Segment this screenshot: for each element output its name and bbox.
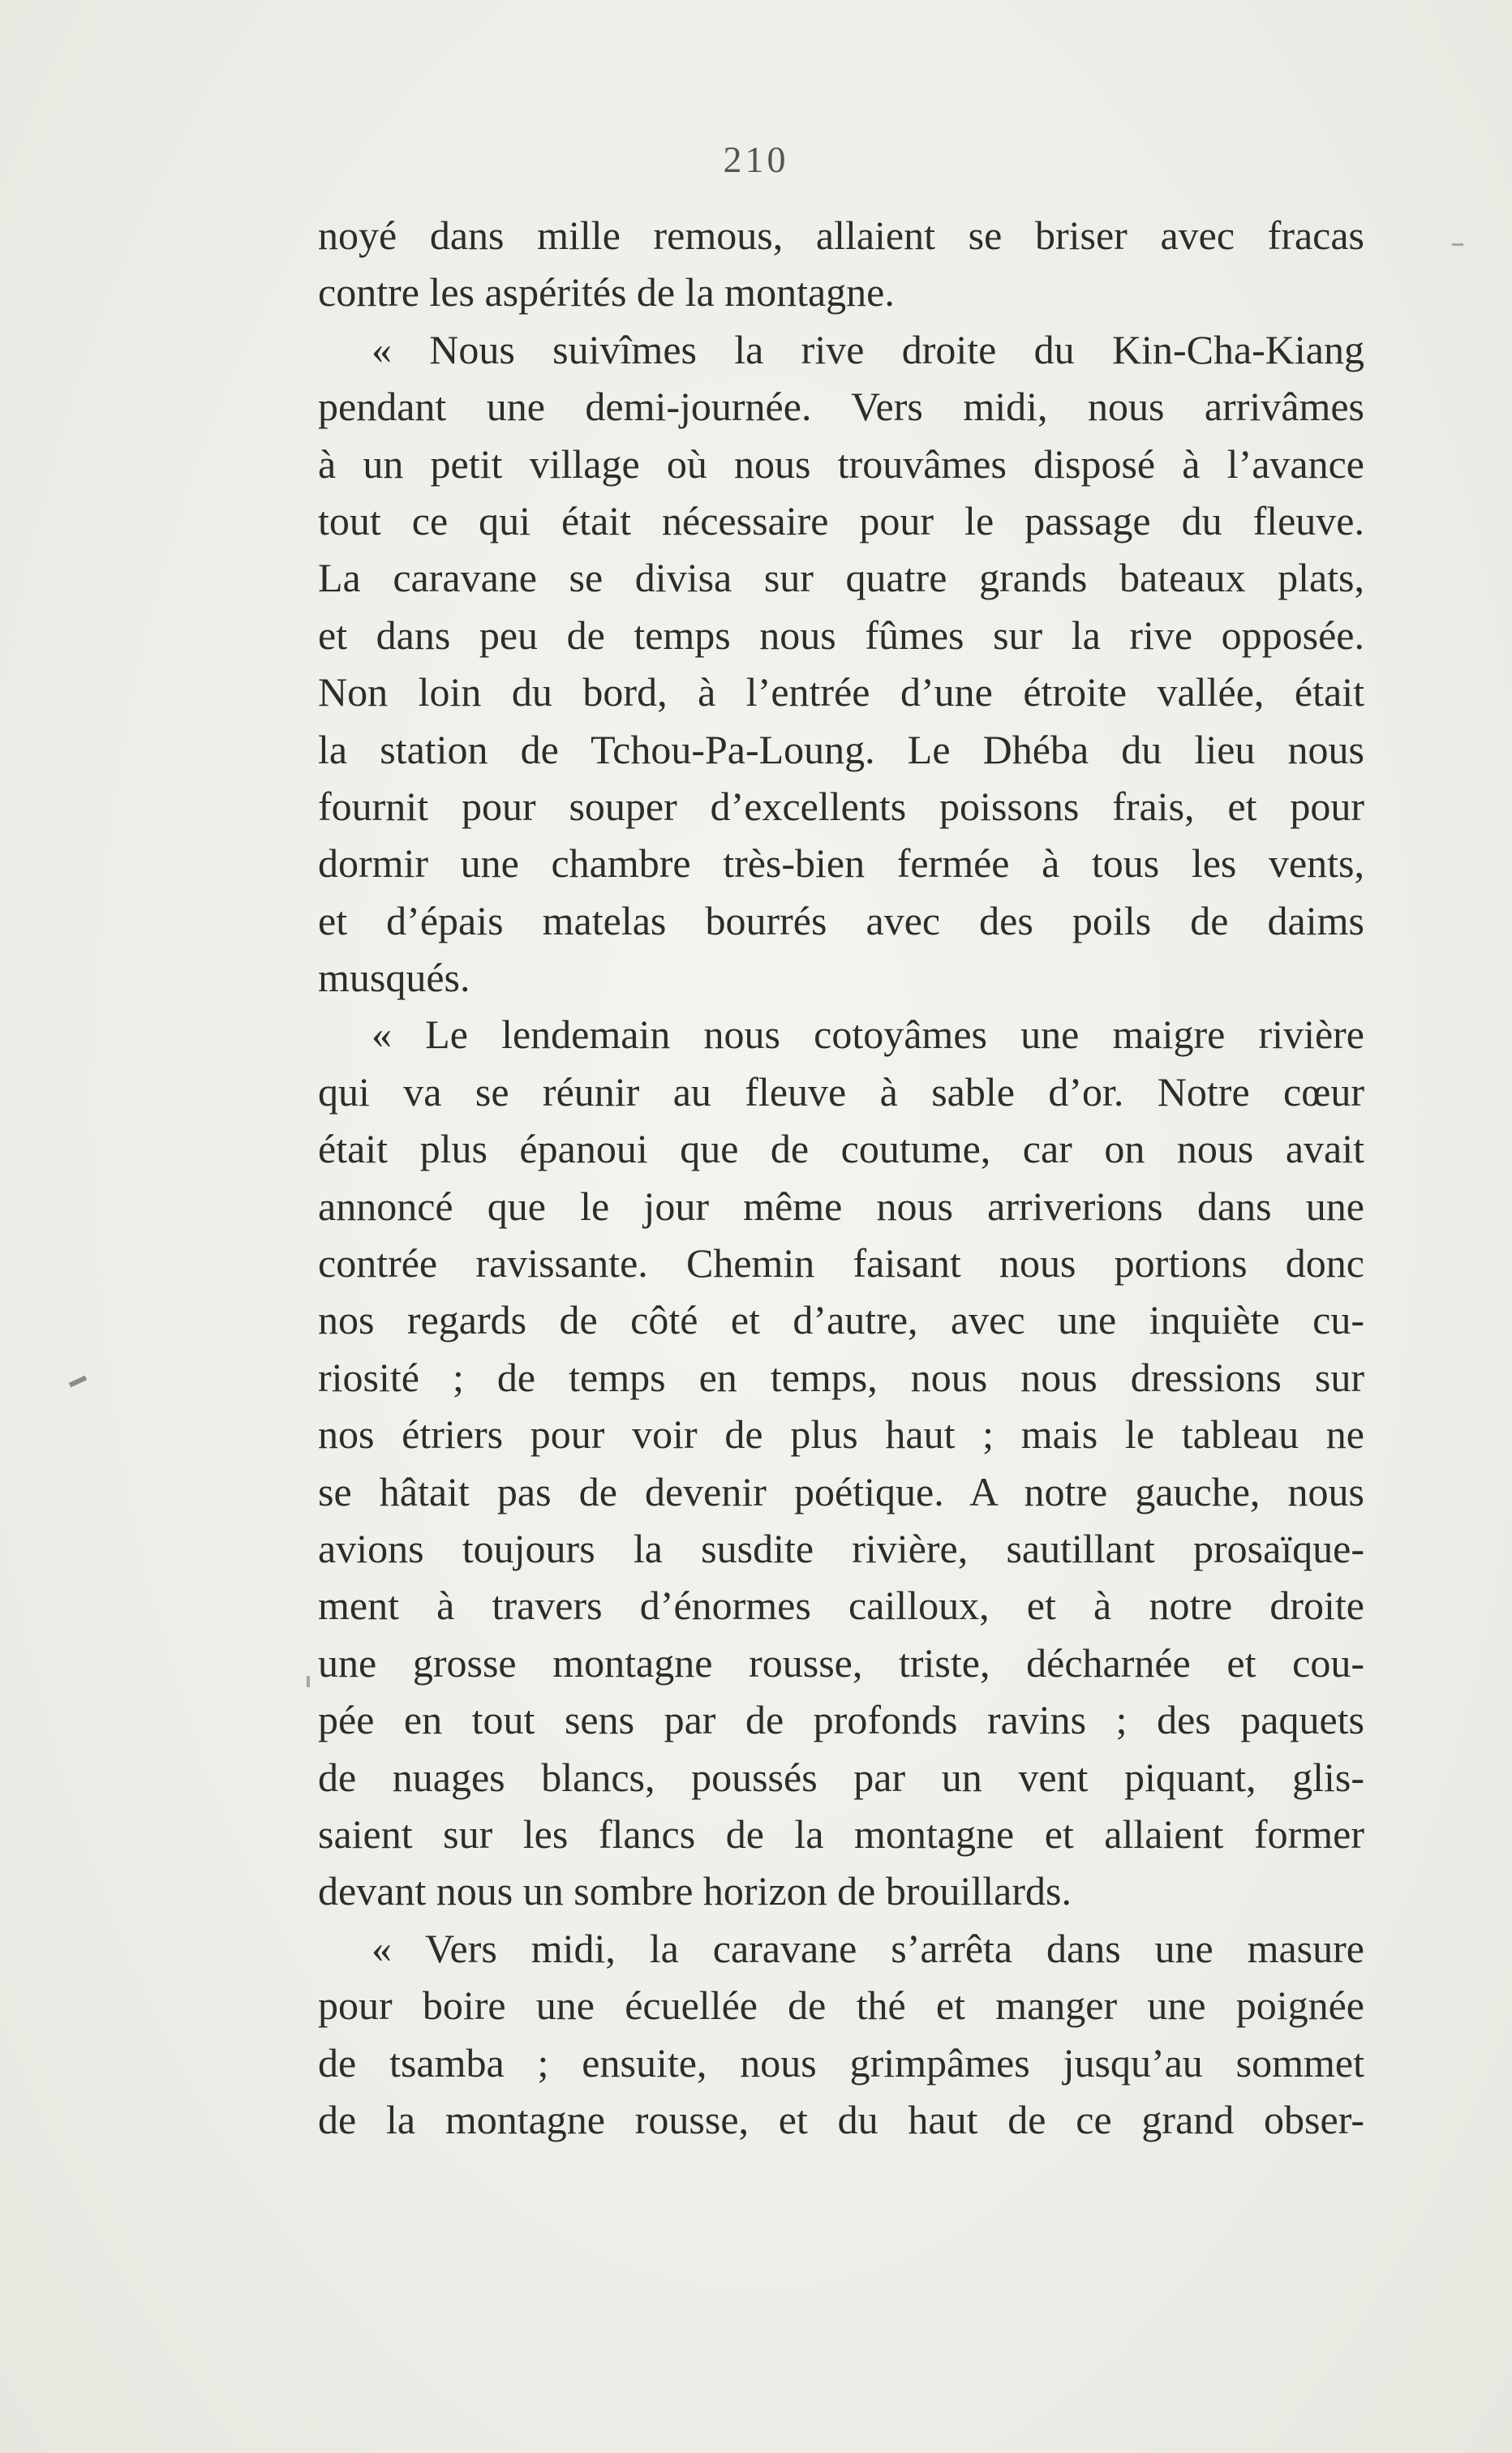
text-line: saient sur les flancs de la montagne et allaient former [318, 1811, 1364, 1857]
text-line: contre les aspérités de la montagne. [318, 269, 895, 316]
text-line: dormir une chambre très-bien fermée à tous les vents, [318, 840, 1364, 887]
text-line: annoncé que le jour même nous arriverions dans une [318, 1183, 1364, 1229]
paper-speck [307, 1676, 310, 1687]
text-line: pour boire une écuellée de thé et manger une poignée [318, 1983, 1364, 2029]
text-line: et d’épais matelas bourrés avec des poils de daims [318, 897, 1364, 943]
text-line: avions toujours la susdite rivière, sautillant prosaïque- [318, 1525, 1364, 1571]
text-line: noyé dans mille remous, allaient se briser avec fracas [318, 213, 1364, 258]
text-line: riosité ; de temps en temps, nous nous dressions sur [318, 1354, 1364, 1400]
text-line: une grosse montagne rousse, triste, décharnée et cou- [318, 1639, 1364, 1686]
body-text [318, 207, 1364, 2148]
text-line: la station de Tchou-Pa-Loung. Le Dhéba du lieu nous [318, 726, 1364, 772]
page-number: 210 [723, 139, 789, 180]
text-line: qui va se réunir au fleuve à sable d’or. Notre cœur [318, 1068, 1364, 1115]
paper-speck [1452, 243, 1463, 246]
text-line: musqués. [318, 955, 470, 1001]
text-line: La caravane se divisa sur quatre grands bateaux plats, [318, 555, 1364, 601]
text-line: « Nous suivîmes la rive droite du Kin-Cha-Kiang [372, 326, 1364, 372]
text-line: pée en tout sens par de profonds ravins ; des paquets [318, 1697, 1364, 1743]
text-line: de la montagne rousse, et du haut de ce grand obser- [318, 2096, 1364, 2142]
text-line: tout ce qui était nécessaire pour le passage du fleuve. [318, 497, 1364, 543]
text-line: ment à travers d’énormes cailloux, et à notre droite [318, 1583, 1364, 1629]
text-line: était plus épanoui que de coutume, car on nous avait [318, 1126, 1364, 1172]
text-line: nos étriers pour voir de plus haut ; mais le tableau ne [318, 1411, 1364, 1458]
text-line: « Vers midi, la caravane s’arrêta dans une masure [372, 1925, 1364, 1971]
text-line: pendant une demi-journée. Vers midi, nous arrivâmes [318, 384, 1364, 430]
text-line: devant nous un sombre horizon de brouillards. [318, 1868, 1072, 1914]
text-line: « Le lendemain nous cotoyâmes une maigre rivière [372, 1012, 1364, 1058]
paper-speck [69, 1376, 87, 1388]
text-line: de nuages blancs, poussés par un vent piquant, glis- [318, 1754, 1364, 1800]
text-line: Non loin du bord, à l’entrée d’une étroite vallée, était [318, 669, 1364, 715]
text-line: et dans peu de temps nous fûmes sur la rive opposée. [318, 612, 1364, 658]
text-line: fournit pour souper d’excellents poissons frais, et pour [318, 783, 1364, 829]
text-line: se hâtait pas de devenir poétique. A notre gauche, nous [318, 1468, 1364, 1514]
text-line: de tsamba ; ensuite, nous grimpâmes jusqu’au sommet [318, 2039, 1364, 2086]
text-line: nos regards de côté et d’autre, avec une inquiète cu- [318, 1297, 1364, 1343]
text-line: contrée ravissante. Chemin faisant nous portions donc [318, 1240, 1364, 1287]
text-line: à un petit village où nous trouvâmes disposé à l’avance [318, 440, 1364, 487]
